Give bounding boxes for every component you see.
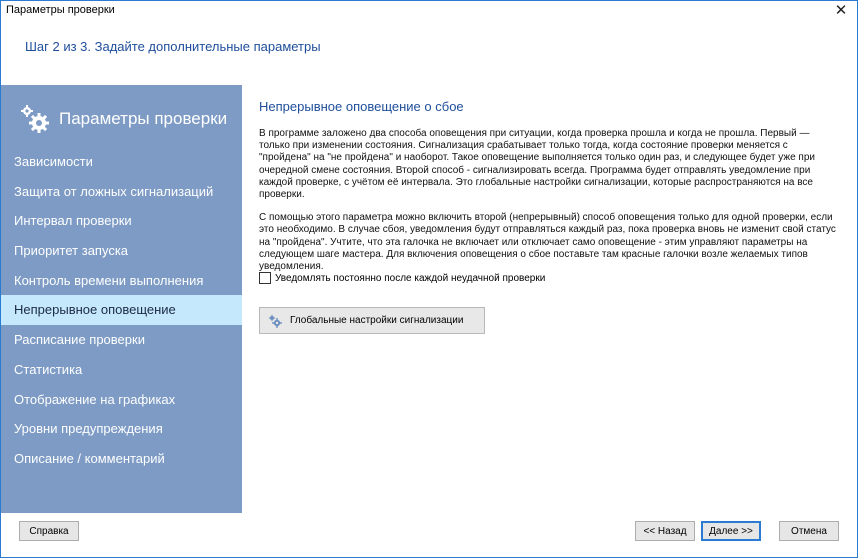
gears-icon: [19, 104, 51, 136]
description-paragraph-1: В программе заложено два способа оповещения при ситуации, когда проверка прошла и когда не прошла. Первый — только при изменении состояния. Сигнализация срабатывает только тогда, когда состояние проверки меняется с "пройдена" на "не пройдена" и наоборот. Такое оповещение выполняется только один раз, и следующее будет уже при очередной смене состояния. Второй способ - сигнализировать всегда. Программа будет отправлять уведомление при каждой проверке, с учётом её интервала. Это глобальные настройки сигнализации, которые распространяются на все проверки.: [259, 128, 815, 201]
global-alarm-settings-label: Глобальные настройки сигнализации: [290, 315, 464, 326]
notify-always-checkbox-row[interactable]: [259, 272, 545, 284]
sidebar-item-false-alarm-protection[interactable]: Защита от ложных сигнализаций: [14, 183, 214, 199]
section-title: Непрерывное оповещение о сбое: [259, 99, 464, 114]
close-icon[interactable]: ✕: [834, 2, 848, 19]
sidebar-item-dependencies[interactable]: Зависимости: [14, 154, 93, 169]
sidebar-item-launch-priority[interactable]: Приоритет запуска: [14, 243, 129, 259]
sidebar-item-check-schedule[interactable]: Расписание проверки: [14, 332, 145, 348]
global-alarm-settings-button[interactable]: [259, 307, 485, 334]
notify-always-checkbox-label[interactable]: Уведомлять постоянно после каждой неудачной проверки: [275, 272, 546, 284]
gears-icon: [268, 314, 282, 328]
sidebar-header: [17, 99, 242, 139]
description-paragraph-2: С помощью этого параметра можно включить второй (непрерывный) способ оповещения только для одной проверки, если это необходимо. В случае сбоя, уведомления будут отправляться каждый раз, пока проверка вновь не изменит свой статус на "пройдена". Учтите, что эта галочка не включает или отключает само оповещение - этим управляют параметры на следующем шаге мастера. Для включения оповещения о сбое поставьте там красные галочки возле желаемых типов уведомления.: [259, 212, 836, 273]
cancel-button[interactable]: Отмена: [779, 521, 839, 541]
next-button[interactable]: Далее >>: [701, 521, 761, 541]
sidebar-item-execution-time-control[interactable]: Контроль времени выполнения: [14, 272, 204, 288]
sidebar-item-statistics[interactable]: Статистика: [14, 361, 83, 377]
main-content: [259, 99, 839, 284]
sidebar-item-continuous-alerting[interactable]: Непрерывное оповещение: [1, 295, 242, 325]
sidebar-item-chart-display[interactable]: Отображение на графиках: [14, 391, 176, 407]
sidebar-item-description[interactable]: Описание / комментарий: [14, 450, 165, 466]
title-bar: [1, 1, 857, 23]
help-button[interactable]: Справка: [19, 521, 79, 541]
notify-always-checkbox[interactable]: [259, 272, 271, 284]
window-title: Параметры проверки: [6, 4, 115, 16]
step-label: Шаг 2 из 3. Задайте дополнительные параметры: [25, 39, 321, 54]
sidebar: [1, 85, 242, 513]
sidebar-item-check-interval[interactable]: Интервал проверки: [14, 213, 132, 229]
sidebar-title: Параметры проверки: [59, 109, 228, 128]
sidebar-list: [1, 147, 242, 474]
sidebar-item-warning-levels[interactable]: Уровни предупреждения: [14, 421, 163, 437]
back-button[interactable]: << Назад: [635, 521, 695, 541]
